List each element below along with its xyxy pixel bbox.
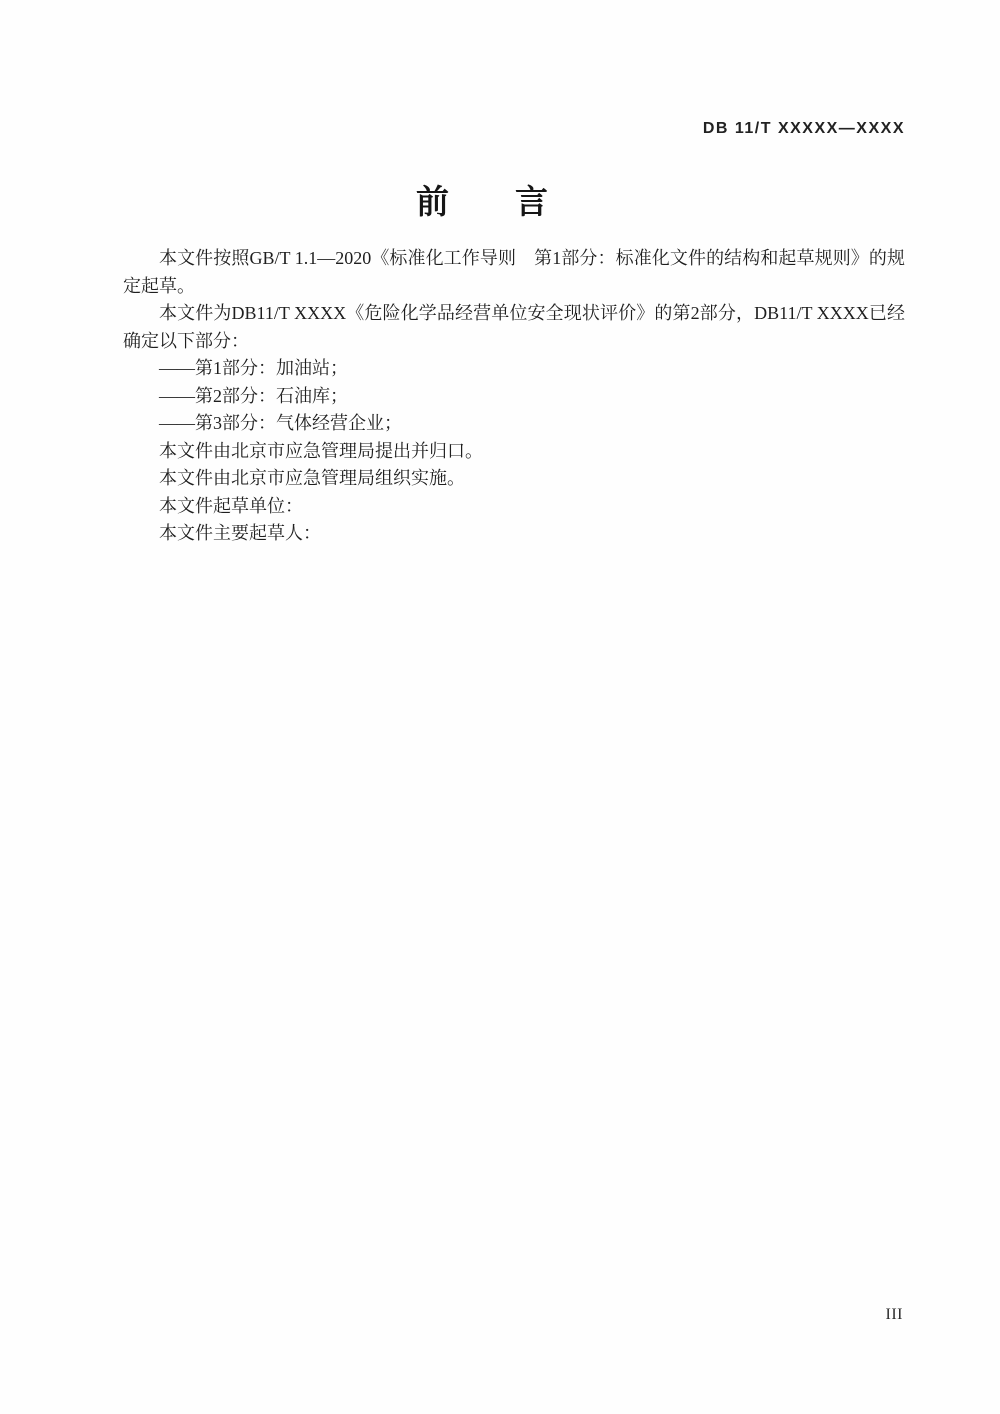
body-paragraphs <box>123 245 905 548</box>
page-number: III <box>885 1306 903 1323</box>
para-parts-intro: 本文件为DB11/T XXXX《危险化学品经营单位安全现状评价》的第2部分，DB11/T XXXX已经确定以下部分： <box>123 303 905 351</box>
para-drafting-unit: 本文件起草单位： <box>159 495 303 516</box>
page-title: 前 言 <box>416 183 548 221</box>
list-item-part3: ——第3部分：气体经营企业； <box>159 413 402 433</box>
standard-number-header: DB 11/T XXXXX—XXXX <box>702 120 905 137</box>
para-drafting-basis: 本文件按照GB/T 1.1—2020《标准化工作导则 第1部分：标准化文件的结构和起草规则》的规定起草。 <box>123 248 905 296</box>
para-proposed-by: 本文件由北京市应急管理局提出并归口。 <box>159 440 483 461</box>
list-item-part2: ——第2部分：石油库； <box>159 385 348 406</box>
para-implemented-by: 本文件由北京市应急管理局组织实施。 <box>159 468 465 488</box>
para-main-drafters: 本文件主要起草人： <box>159 523 321 543</box>
list-item-part1: ——第1部分：加油站； <box>159 358 348 378</box>
